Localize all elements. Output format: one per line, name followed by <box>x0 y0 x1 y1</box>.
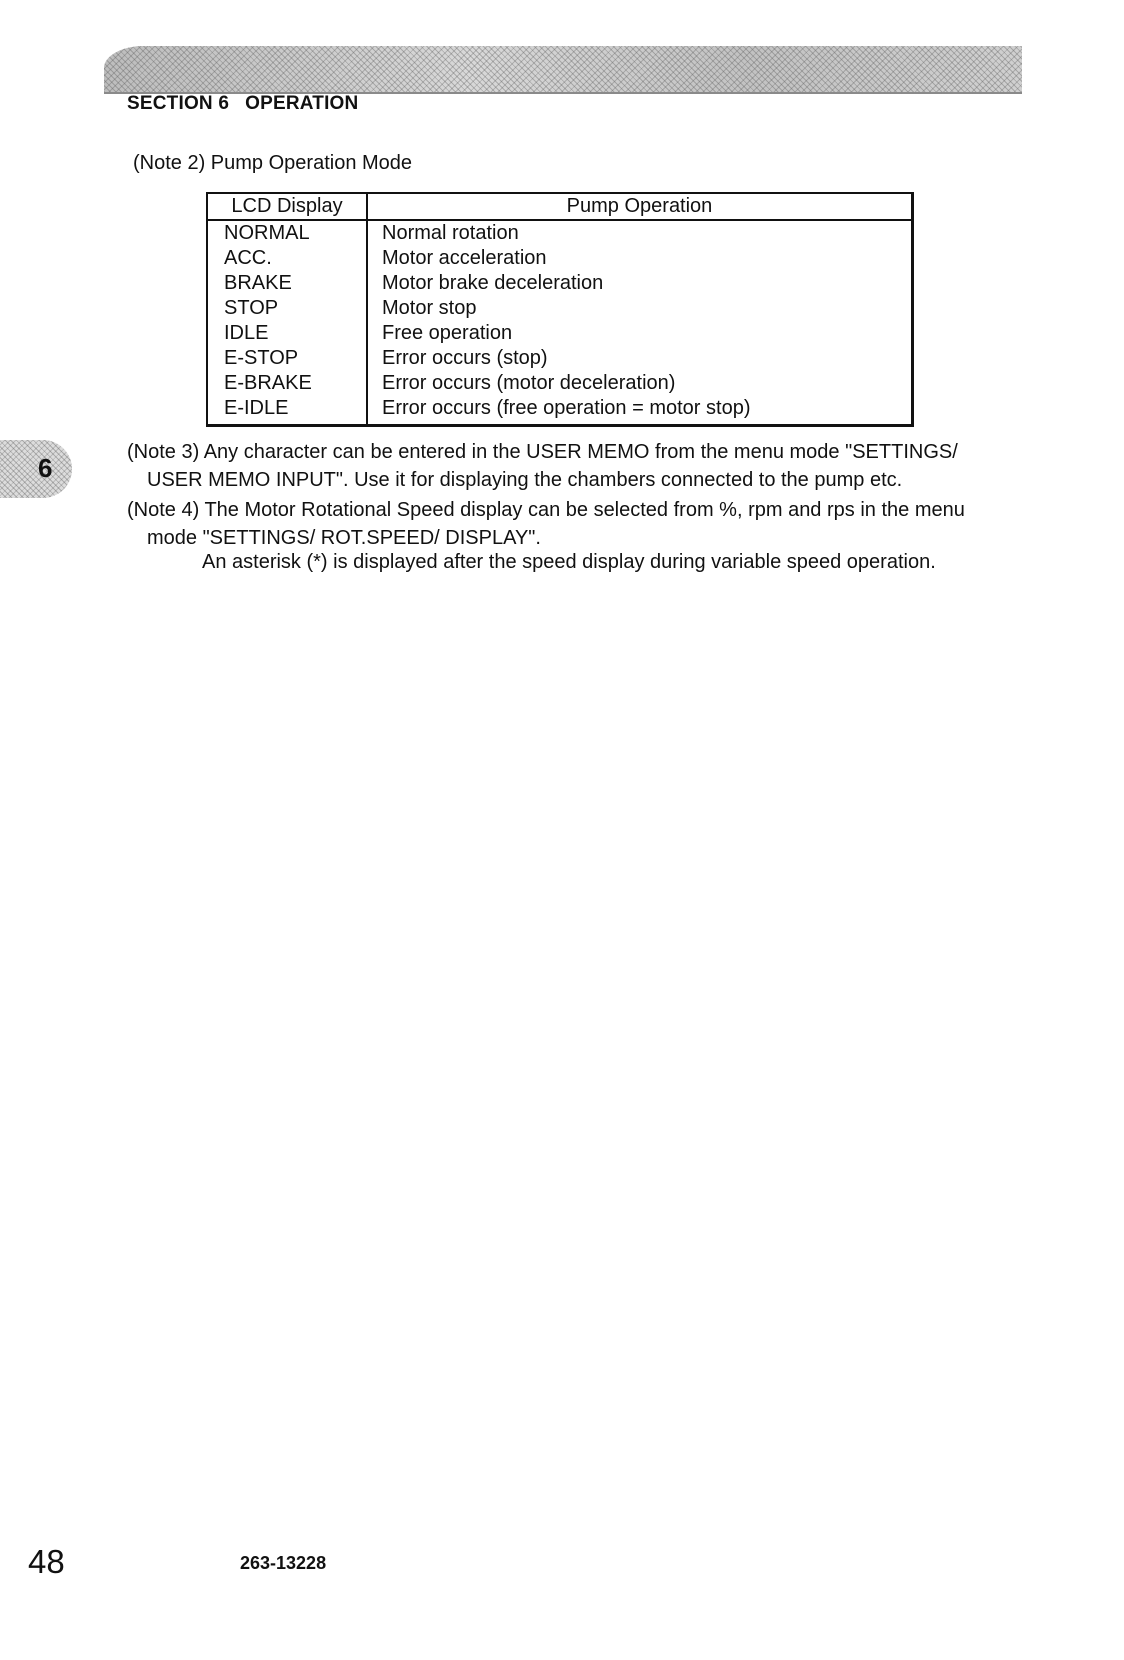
note3-line-1: (Note 3) Any character can be entered in the USER MEMO from the menu mode "SETTINGS/ <box>127 441 958 463</box>
lcd-display-cell: ACC. <box>207 246 367 271</box>
lcd-display-cell: BRAKE <box>207 271 367 296</box>
column-header-pump-operation: Pump Operation <box>367 193 913 220</box>
document-number: 263-13228 <box>240 1553 327 1573</box>
lcd-display-cell: IDLE <box>207 321 367 346</box>
table-row <box>207 371 913 396</box>
header-band <box>104 46 1022 94</box>
table-row <box>207 246 913 271</box>
note4-line-1: (Note 4) The Motor Rotational Speed display can be selected from %, rpm and rps in the menu <box>127 499 965 521</box>
pump-operation-cell: Error occurs (motor deceleration) <box>382 372 676 394</box>
table-row <box>207 271 913 296</box>
pump-operation-cell: Motor acceleration <box>382 247 547 269</box>
section-label: SECTION 6 <box>127 93 230 114</box>
lcd-display-cell: E-BRAKE <box>207 371 367 396</box>
page-number: 48 <box>28 1543 65 1580</box>
table-row <box>207 346 913 371</box>
note2-title: (Note 2) Pump Operation Mode <box>133 152 413 174</box>
table-row <box>207 396 913 426</box>
pump-operation-cell: Motor brake deceleration <box>382 272 604 294</box>
note3-paragraph <box>127 438 1027 494</box>
section-tab-marker <box>0 440 72 498</box>
pump-operation-cell: Normal rotation <box>382 222 519 244</box>
table-row <box>207 321 913 346</box>
section-tab-number: 6 <box>38 453 53 483</box>
lcd-display-cell: E-STOP <box>207 346 367 371</box>
pump-operation-cell: Motor stop <box>382 297 477 319</box>
note4-paragraph <box>127 496 1027 552</box>
pump-operation-cell: Free operation <box>382 322 513 344</box>
table-header-row <box>207 193 913 220</box>
note4-line-2: mode "SETTINGS/ ROT.SPEED/ DISPLAY". <box>147 527 541 549</box>
lcd-display-cell: STOP <box>207 296 367 321</box>
pump-operation-cell: Error occurs (free operation = motor stop) <box>382 397 751 419</box>
section-title: OPERATION <box>245 93 359 114</box>
lcd-display-cell: E-IDLE <box>207 396 367 426</box>
pump-operation-mode-table <box>206 192 914 427</box>
note4-line-3: An asterisk (*) is displayed after the speed display during variable speed operation. <box>202 551 936 573</box>
table-row <box>207 220 913 246</box>
section-heading <box>127 93 358 115</box>
pump-operation-cell: Error occurs (stop) <box>382 347 548 369</box>
note3-line-2: USER MEMO INPUT". Use it for displaying the chambers connected to the pump etc. <box>147 469 903 491</box>
table-row <box>207 296 913 321</box>
column-header-lcd-display: LCD Display <box>207 193 367 220</box>
lcd-display-cell: NORMAL <box>207 220 367 246</box>
